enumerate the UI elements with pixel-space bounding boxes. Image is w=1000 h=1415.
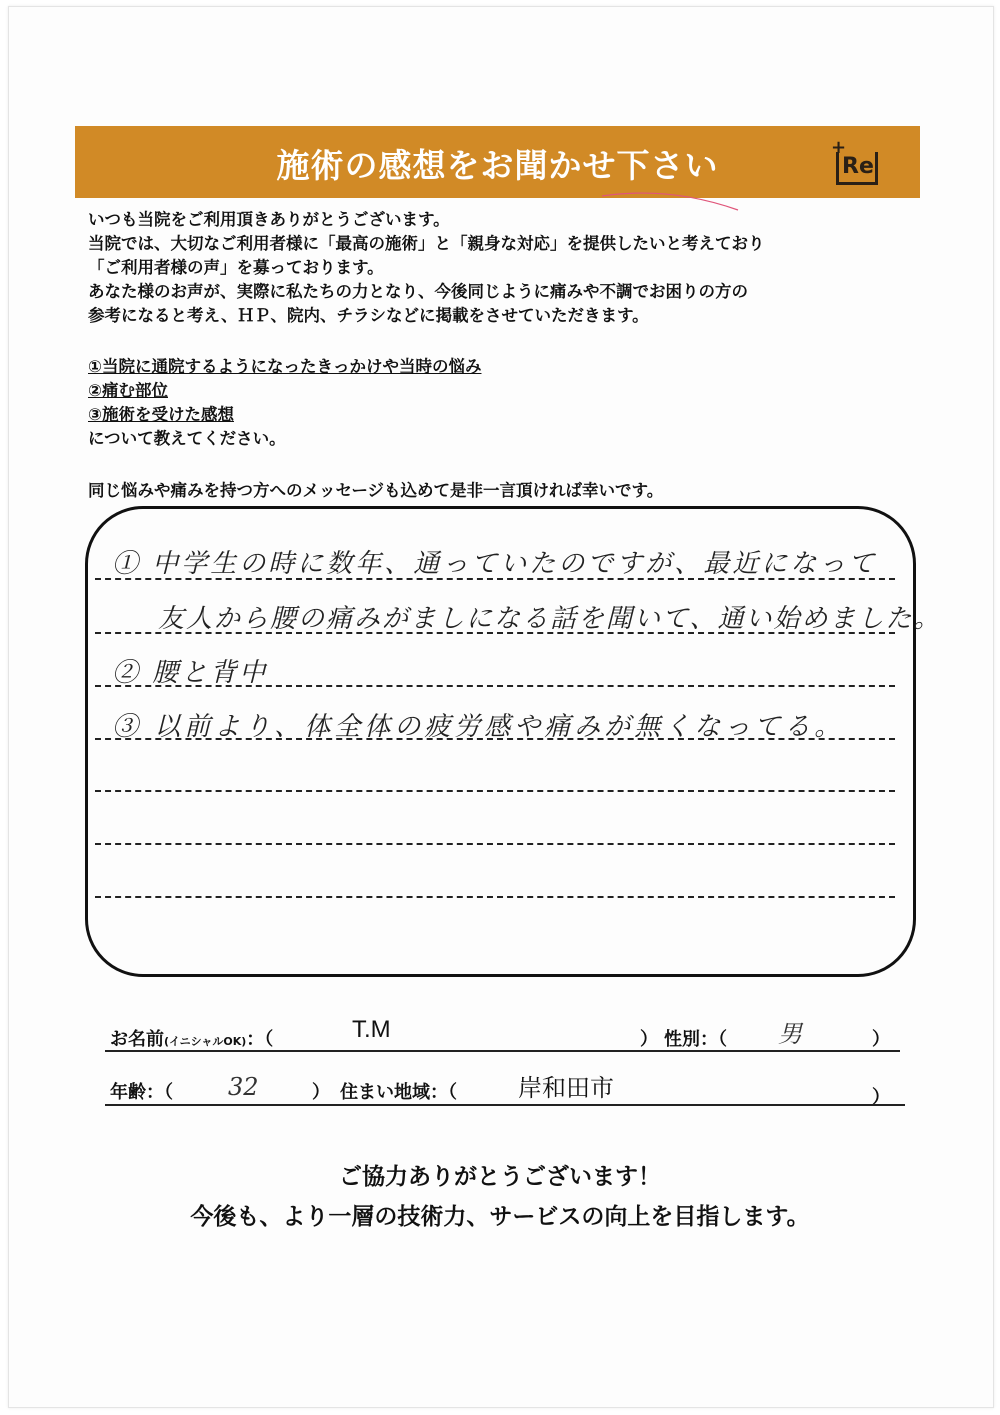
name-label	[110, 1025, 273, 1051]
answer-text-3: ② 腰と背中	[112, 658, 269, 688]
answer-text-1: ① 中学生の時に数年、通っていたのですが、最近になって	[112, 549, 878, 579]
area-label: 住まい地域：（	[340, 1082, 457, 1103]
age-label: 年齢：（	[110, 1082, 173, 1103]
gender-label: 性別：（	[664, 1029, 727, 1050]
header-banner	[75, 126, 920, 198]
question-suffix: について教えてください。	[88, 429, 286, 448]
age-close-paren: ）	[312, 1082, 330, 1103]
name-close-paren: ）	[640, 1029, 658, 1050]
answer-line	[95, 896, 895, 898]
question-1: ①当院に通院するようになったきっかけや当時の悩み	[88, 357, 482, 376]
intro-line: いつも当院をご利用頂きありがとうございます。	[88, 210, 450, 229]
name-value[interactable]: T.M	[352, 1016, 391, 1043]
gender-value[interactable]: 男	[778, 1020, 802, 1048]
question-2: ②痛む部位	[88, 381, 168, 400]
message-request: 同じ悩みや痛みを持つ方へのメッセージも込めて是非一言頂ければ幸いです。	[88, 481, 664, 500]
intro-line: 参考になると考え、ＨＰ、院内、チラシなどに掲載をさせていただきます。	[88, 306, 649, 325]
gender-close-paren: ）	[872, 1029, 890, 1050]
intro-line: 当院では、大切なご利用者様に「最高の施術」と「親身な対応」を提供したいと考えており	[88, 234, 765, 253]
closing-message: 今後も、より一層の技術力、サービスの向上を目指します。	[190, 1204, 810, 1230]
question-list	[88, 355, 481, 451]
age-row-line	[105, 1104, 905, 1106]
name-note: (イニシャルOK)	[164, 1035, 247, 1048]
question-3: ③施術を受けた感想	[88, 405, 234, 424]
intro-line: あなた様のお声が、実際に私たちの力となり、今後同じように痛みや不調でお困りの方の	[88, 282, 748, 301]
name-label-text: お名前	[110, 1029, 164, 1050]
answer-line	[95, 790, 895, 792]
name-open-paren: ：（	[246, 1029, 274, 1050]
logo-plus-icon: +	[831, 137, 847, 158]
re-logo	[831, 137, 878, 186]
logo-text: Re	[842, 154, 874, 179]
name-row-line	[105, 1050, 900, 1052]
age-value[interactable]: 32	[228, 1073, 259, 1101]
answer-text-2: 友人から腰の痛みがましになる話を聞いて、通い始めました。	[158, 604, 942, 634]
area-close-paren: ）	[872, 1087, 890, 1108]
intro-line: 「ご利用者様の声」を募っております。	[88, 258, 384, 277]
area-value[interactable]: 岸和田市	[518, 1075, 614, 1102]
closing-thanks: ご協力ありがとうございます！	[339, 1164, 661, 1190]
answer-text-4: ③ 以前より、体全体の疲労感や痛みが無くなってる。	[112, 712, 845, 742]
intro-text	[88, 208, 928, 328]
page-title: 施術の感想をお聞かせ下さい	[276, 146, 719, 185]
answer-line	[95, 843, 895, 845]
